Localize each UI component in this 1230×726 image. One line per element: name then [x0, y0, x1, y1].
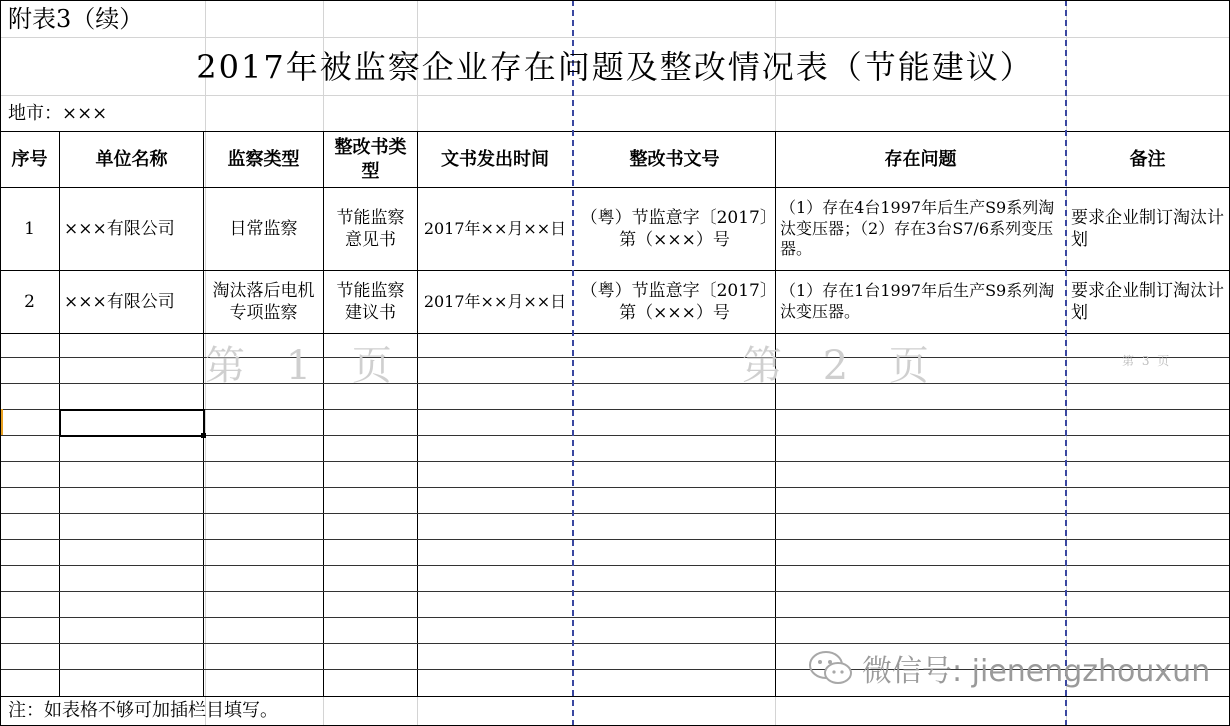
header-doc-no: 整改书文号 [629, 148, 720, 170]
row-marker [0, 409, 3, 435]
table-cell-type[interactable]: 日常监察 [229, 218, 298, 239]
page-break-line [572, 0, 574, 726]
header-type: 监察类型 [227, 148, 300, 170]
table-cell-doc-type[interactable]: 节能监察意见书 [336, 207, 405, 250]
table-cell-unit[interactable]: ×××有限公司 [64, 291, 175, 312]
wechat-watermark [808, 646, 1210, 690]
city-label: 地市：××× [8, 103, 108, 125]
page-watermark-1: 第 1 页 [205, 343, 406, 389]
header-unit: 单位名称 [95, 148, 168, 170]
page-watermark-3: 第 3 页 [1122, 354, 1172, 368]
table-cell-date[interactable]: 2017年××月××日 [423, 218, 567, 238]
active-cell-selection[interactable] [59, 409, 205, 437]
header-doc-type: 整改书类型 [334, 137, 407, 182]
page-watermark-2: 第 2 页 [742, 343, 943, 389]
table-cell-no[interactable]: 1 [24, 218, 35, 239]
table-cell-doc-type[interactable]: 节能监察建议书 [336, 280, 405, 323]
wechat-label: 微信号: jienengzhouxun [862, 654, 1211, 689]
table-cell-issues[interactable]: （1）存在4台1997年后生产S9系列淘汰变压器；（2）存在3台S7/6系列变压器。 [780, 197, 1055, 259]
table-cell-doc-no[interactable]: （粤）节监意字〔2017〕第（×××）号 [580, 207, 769, 250]
table-cell-doc-no[interactable]: （粤）节监意字〔2017〕第（×××）号 [580, 280, 769, 323]
header-issues: 存在问题 [884, 148, 957, 170]
appendix-label: 附表3（续） [8, 5, 144, 34]
footnote: 注：如表格不够可加插栏目填写。 [8, 700, 278, 722]
wechat-icon [808, 648, 854, 688]
page-break-line [1065, 0, 1067, 726]
sheet-title: 2017年被监察企业存在问题及整改情况表（节能建议） [196, 48, 1034, 87]
table-cell-no[interactable]: 2 [24, 291, 35, 312]
table-cell-type[interactable]: 淘汰落后电机专项监察 [212, 280, 315, 323]
table-cell-unit[interactable]: ×××有限公司 [64, 218, 175, 239]
header-no: 序号 [11, 148, 48, 170]
fill-handle[interactable] [201, 433, 206, 438]
header-date: 文书发出时间 [441, 148, 549, 170]
table-cell-issues[interactable]: （1）存在1台1997年后生产S9系列淘汰变压器。 [780, 281, 1055, 321]
table-cell-date[interactable]: 2017年××月××日 [423, 291, 567, 311]
table-cell-remark[interactable]: 要求企业制订淘汰计划 [1071, 280, 1224, 323]
table-cell-remark[interactable]: 要求企业制订淘汰计划 [1071, 207, 1224, 250]
header-remark: 备注 [1129, 148, 1166, 170]
